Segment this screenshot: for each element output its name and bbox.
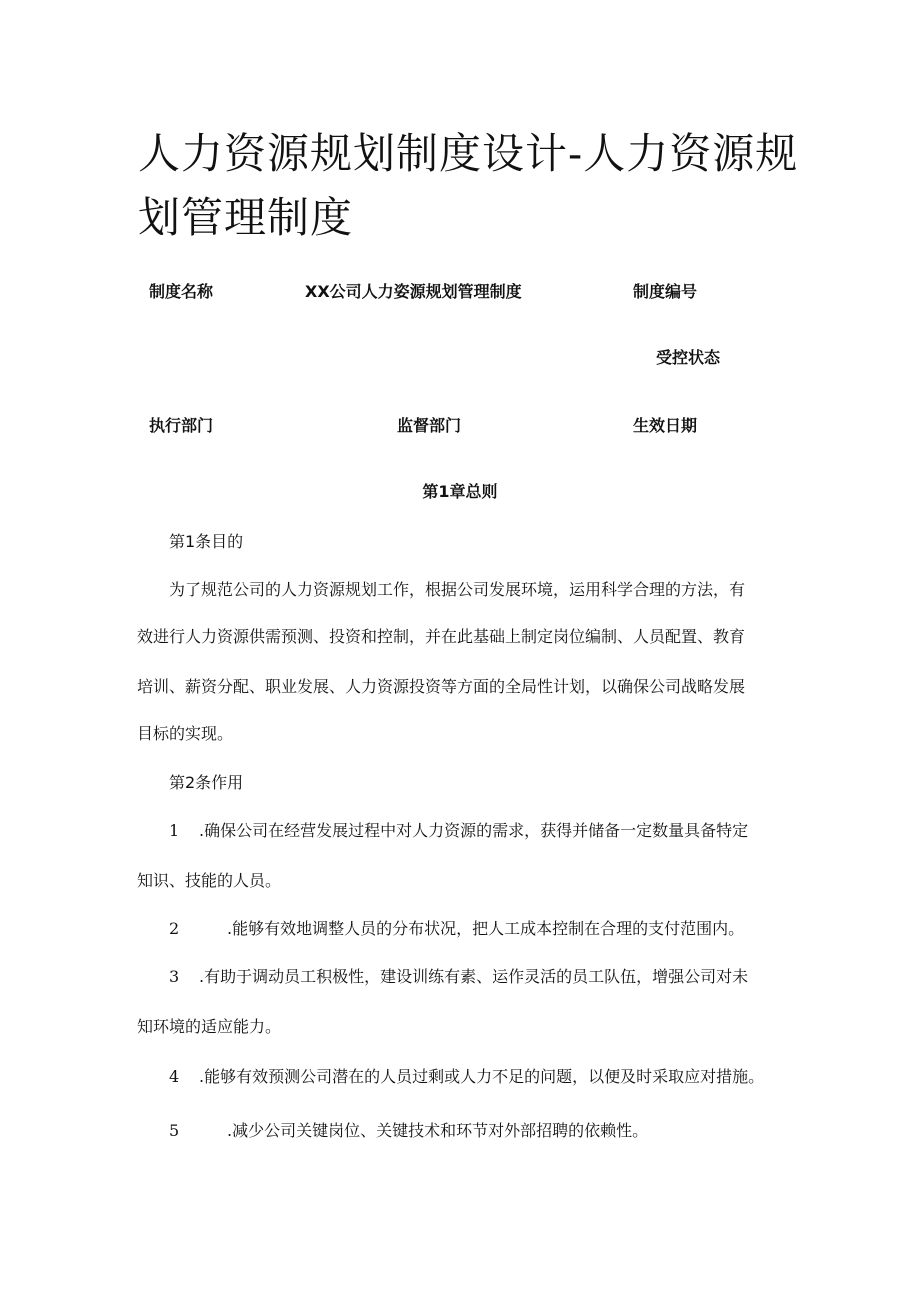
exec-dept-label: 执行部门 — [149, 416, 214, 435]
item-number: 2 — [169, 919, 180, 938]
item-text: .减少公司关键岗位、关键技术和环节对外部招聘的依赖性。 — [227, 1121, 649, 1140]
list-item — [169, 1121, 648, 1141]
item-text: .确保公司在经营发展过程中对人力资源的需求，获得并储备一定数量具备特定 — [199, 821, 749, 840]
item-number: 3 — [169, 967, 180, 986]
paragraph-line: 效进行人力资源供需预测、投资和控制，并在此基础上制定岗位编制、人员配置、教育 — [137, 627, 746, 646]
article-heading: 第1条目的 — [169, 532, 244, 551]
list-item — [169, 821, 748, 841]
control-status-label: 受控状态 — [656, 348, 721, 367]
item-continuation: 知识、技能的人员。 — [137, 871, 282, 890]
item-continuation: 知环境的适应能力。 — [137, 1017, 282, 1036]
policy-name-label: 制度名称 — [149, 282, 214, 301]
effective-date-label: 生效日期 — [633, 416, 698, 435]
item-number: 5 — [169, 1121, 180, 1140]
list-item — [169, 967, 748, 987]
item-number: 1 — [169, 821, 180, 840]
list-item — [169, 1067, 764, 1087]
item-number: 4 — [169, 1067, 180, 1086]
supervise-dept-label: 监督部门 — [397, 416, 462, 435]
item-text: .有助于调动员工积极性，建设训练有素、运作灵活的员工队伍，增强公司对未 — [199, 967, 749, 986]
article-heading: 第2条作用 — [169, 773, 244, 792]
chapter-heading: 第1章总则 — [422, 482, 498, 501]
document-title: 人力资源规划制度设计-人力资源规划管理制度 — [138, 129, 799, 242]
item-text: .能够有效预测公司潜在的人员过剩或人力不足的问题，以便及时采取应对措施。 — [199, 1067, 765, 1086]
list-item — [169, 919, 744, 939]
policy-name-value: XX公司人力姿源规划管理制度 — [305, 282, 522, 301]
policy-number-label: 制度编号 — [633, 282, 698, 301]
paragraph-line: 目标的实现。 — [137, 724, 234, 743]
paragraph-line: 为了规范公司的人力资源规划工作，根据公司发展环境，运用科学合理的方法，有 — [169, 580, 746, 599]
paragraph-line: 培训、薪资分配、职业发展、人力资源投资等方面的全局性计划，以确保公司战略发展 — [137, 677, 746, 696]
item-text: .能够有效地调整人员的分布状况，把人工成本控制在合理的支付范围内。 — [227, 919, 745, 938]
